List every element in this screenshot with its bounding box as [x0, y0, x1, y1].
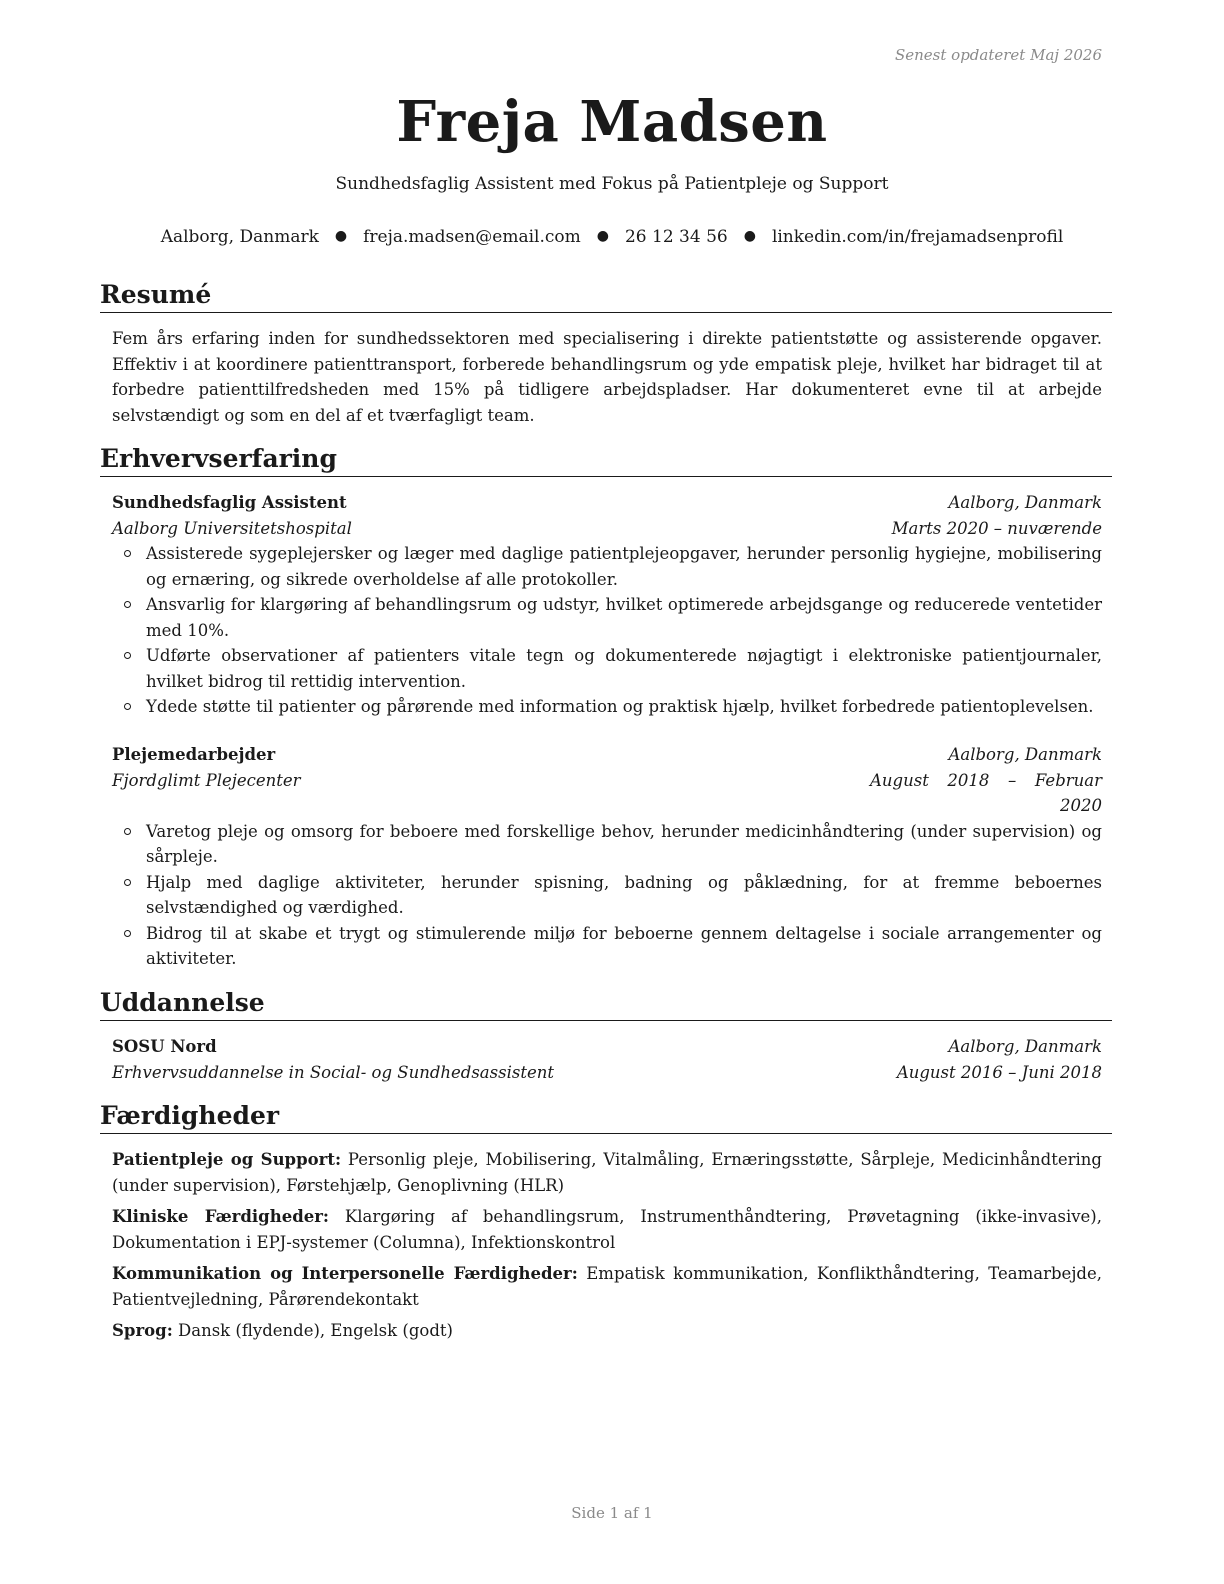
section-title-summary: Resumé [100, 280, 1112, 313]
education-period: August 2016 – Juni 2018 [896, 1062, 1102, 1082]
job-header-row [112, 742, 1102, 768]
job-period: Marts 2020 – nuværende [891, 518, 1102, 538]
contact-line [0, 227, 1224, 247]
education-header-row [112, 1034, 1102, 1060]
skill-row [112, 1261, 1102, 1312]
school-name: SOSU Nord [112, 1037, 217, 1056]
last-updated: Senest opdateret Maj 2026 [894, 46, 1102, 64]
job-location: Aalborg, Danmark [948, 745, 1102, 764]
circle-bullet-icon [124, 703, 131, 710]
list-item: Udførte observationer af patienters vitale tegn og dokumenterede nøjagtigt i elektroniske patientjournaler, hvilket bidrog til rettidig intervention. [112, 643, 1102, 694]
education-subheader-row [112, 1060, 1102, 1086]
job-entry [112, 490, 1102, 720]
page-footer: Side 1 af 1 [571, 1504, 653, 1522]
list-item: Ansvarlig for klargøring af behandlingsrum og udstyr, hvilket optimerede arbejdsgange og reducerede ventetider med 10%. [112, 592, 1102, 643]
contact-location: Aalborg, Danmark [160, 227, 319, 247]
list-item: Bidrog til at skabe et trygt og stimulerende miljø for beboerne gennem deltagelse i sociale arrangementer og aktiviteter. [112, 921, 1102, 972]
skill-label: Kliniske Færdigheder: [112, 1207, 330, 1226]
education-entry [112, 1034, 1102, 1085]
bullet-separator: ● [334, 228, 348, 244]
skill-text: Empatisk kommunikation, Konflikthåndtering, Teamarbejde, Patientvejledning, Pårørendekontakt [112, 1264, 1103, 1309]
section-title-skills: Færdigheder [100, 1101, 1112, 1134]
job-employer: Fjordglimt Plejecenter [112, 770, 301, 790]
contact-phone: 26 12 34 56 [624, 227, 728, 247]
skills-list [112, 1147, 1102, 1350]
job-role: Plejemedarbejder [112, 745, 276, 764]
job-period [870, 768, 1102, 819]
skill-row [112, 1147, 1102, 1198]
list-item: Varetog pleje og omsorg for beboere med forskellige behov, herunder medicinhåndtering (under supervision) og sårpleje. [112, 819, 1102, 870]
job-location: Aalborg, Danmark [948, 493, 1102, 512]
section-title-education: Uddannelse [100, 988, 1112, 1021]
skill-label: Sprog: [112, 1321, 173, 1340]
circle-bullet-icon [124, 828, 131, 835]
circle-bullet-icon [124, 652, 131, 659]
job-entry [112, 742, 1102, 972]
skill-text: Personlig pleje, Mobilisering, Vitalmåling, Ernæringsstøtte, Sårpleje, Medicinhåndtering (under supervision), Førstehjælp, Genoplivning (HLR) [112, 1150, 1102, 1195]
circle-bullet-icon [124, 601, 131, 608]
school-location: Aalborg, Danmark [948, 1037, 1102, 1056]
circle-bullet-icon [124, 550, 131, 557]
contact-email[interactable]: freja.madsen@email.com [363, 227, 581, 247]
list-item: Ydede støtte til patienter og pårørende med information og praktisk hjælp, hvilket forbedrede patientoplevelsen. [112, 694, 1102, 720]
job-period-line: 2020 [1060, 796, 1102, 815]
job-subheader-row [112, 516, 1102, 542]
job-period-line: August 2018 – Februar [870, 770, 1102, 790]
job-bullets [112, 541, 1102, 720]
list-item: Assisterede sygeplejersker og læger med daglige patientplejeopgaver, herunder personlig hygiejne, mobilisering og ernæring, og sikrede overholdelse af alle protokoller. [112, 541, 1102, 592]
list-item: Hjalp med daglige aktiviteter, herunder spisning, badning og påklædning, for at fremme beboernes selvstændighed og værdighed. [112, 870, 1102, 921]
summary-text: Fem års erfaring inden for sundhedssektoren med specialisering i direkte patientstøtte og assisterende opgaver. Effektiv i at koordinere patienttransport, forberede behandlingsrum og yde empatisk pleje, hvilket har bidraget til at forbedre patienttilfredsheden med 15% på tidligere arbejdspladser. Har dokumenteret evne til at arbejde selvstændigt og som en del af et tværfagligt team. [112, 329, 1102, 425]
job-subheader-row [112, 768, 1102, 819]
skill-label: Kommunikation og Interpersonelle Færdigheder: [112, 1264, 578, 1283]
skill-row [112, 1204, 1102, 1255]
job-header-row [112, 490, 1102, 516]
headline: Sundhedsfaglig Assistent med Fokus på Patientpleje og Support [335, 174, 889, 194]
section-title-experience: Erhvervserfaring [100, 444, 1112, 477]
job-bullets [112, 819, 1102, 972]
circle-bullet-icon [124, 930, 131, 937]
bullet-separator: ● [596, 228, 609, 244]
bullet-separator: ● [743, 228, 756, 244]
skill-row [112, 1318, 1102, 1344]
skill-text: Klargøring af behandlingsrum, Instrumenthåndtering, Prøvetagning (ikke-invasive), Dokumentation i EPJ-systemer (Columna), Infektionskontrol [112, 1207, 1102, 1252]
candidate-name: Freja Madsen [396, 89, 828, 155]
skill-label: Patientpleje og Support: [112, 1150, 342, 1169]
contact-linkedin[interactable]: linkedin.com/in/frejamadsenprofil [771, 227, 1064, 247]
job-role: Sundhedsfaglig Assistent [112, 493, 347, 512]
job-employer: Aalborg Universitetshospital [112, 518, 352, 538]
skill-text: Dansk (flydende), Engelsk (godt) [172, 1321, 453, 1340]
degree: Erhvervsuddannelse in Social- og Sundhedsassistent [112, 1062, 554, 1082]
circle-bullet-icon [124, 879, 131, 886]
